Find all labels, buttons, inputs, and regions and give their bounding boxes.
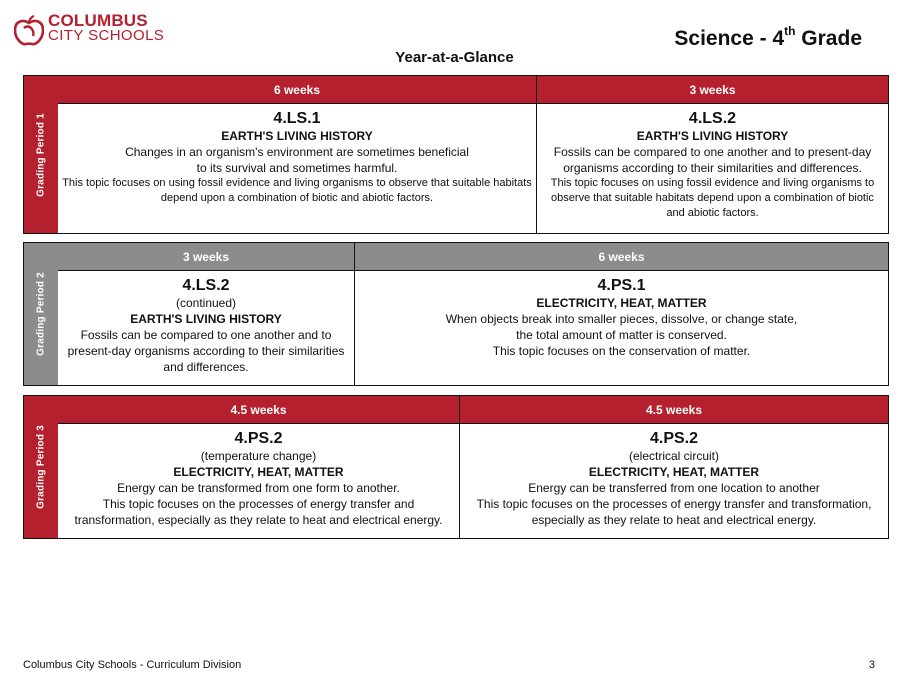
period-label: Grading Period 1 [35, 112, 47, 197]
standard-code: 4.LS.2 [182, 277, 230, 294]
description-line: and differences. [163, 360, 249, 374]
description-line: Energy can be transferred from one location to another [528, 481, 820, 495]
page-title: Science - 4th Grade [674, 24, 862, 50]
description-line: transformation, especially as they relate to heat and electrical energy. [74, 513, 443, 527]
page-subtitle: Year-at-a-Glance [395, 49, 514, 66]
topic-title: EARTH'S LIVING HISTORY [130, 312, 282, 326]
description-line: to its survival and sometimes harmful. [196, 161, 398, 175]
logo-line1: COLUMBUS [48, 11, 148, 30]
description-line: observe that suitable habitats depend upon a combination of biotic [551, 192, 874, 204]
apple-icon [14, 14, 44, 46]
standard-code: 4.PS.2 [234, 430, 283, 447]
description-line: organisms according to their similarities and differences. [563, 161, 862, 175]
unit-cell [58, 243, 354, 385]
description-line: This topic focuses on the processes of energy transfer and [102, 497, 415, 511]
logo-line2: CITY SCHOOLS [48, 27, 165, 44]
unit-cell [58, 396, 459, 538]
description-line: depend upon a combination of biotic and abiotic factors. [160, 192, 434, 204]
description-line: This topic focuses on using fossil evidence and living organisms to observe that suitable habitats [62, 177, 532, 189]
unit-subtitle: (temperature change) [200, 449, 317, 463]
standard-code: 4.LS.1 [273, 110, 321, 127]
topic-title: ELECTRICITY, HEAT, MATTER [173, 465, 344, 479]
duration-header: 6 weeks [58, 76, 536, 104]
description-line: present-day organisms according to their similarities [67, 344, 345, 358]
topic-title: EARTH'S LIVING HISTORY [636, 129, 789, 143]
grading-period-1 [23, 75, 889, 234]
logo [14, 11, 174, 46]
topic-title: EARTH'S LIVING HISTORY [221, 129, 373, 143]
description-line: Fossils can be compared to one another and to [80, 328, 332, 342]
duration-header: 3 weeks [537, 76, 888, 104]
description-line: especially as they relate to heat and electrical energy. [531, 513, 817, 527]
unit-cell [58, 76, 536, 233]
period-label-bar [24, 243, 58, 385]
unit-subtitle: (electrical circuit) [628, 449, 719, 463]
standard-code: 4.LS.2 [688, 110, 737, 127]
standard-code: 4.PS.2 [649, 430, 699, 447]
footer-text: Columbus City Schools - Curriculum Division [23, 659, 242, 671]
description-line: When objects break into smaller pieces, dissolve, or change state, [445, 312, 798, 326]
grading-period-2 [23, 242, 889, 386]
description-line: and abiotic factors. [666, 207, 759, 219]
page-number: 3 [868, 659, 875, 671]
description-line: the total amount of matter is conserved. [516, 328, 727, 342]
period-label-bar [24, 396, 58, 538]
period-label-bar [24, 76, 58, 233]
unit-cell [354, 243, 888, 385]
description-line: Energy can be transformed from one form to another. [117, 481, 400, 495]
duration-header: 4.5 weeks [460, 396, 888, 424]
period-label: Grading Period 3 [35, 425, 47, 509]
unit-cell [459, 396, 888, 538]
duration-header: 6 weeks [355, 243, 888, 271]
period-label: Grading Period 2 [35, 272, 47, 356]
description-line: This topic focuses on using fossil evidence and living organisms to [550, 177, 875, 189]
topic-title: ELECTRICITY, HEAT, MATTER [588, 465, 760, 479]
standard-code: 4.PS.1 [597, 277, 646, 294]
description-line: This topic focuses on the conservation of matter. [492, 344, 751, 358]
unit-subtitle: (continued) [175, 296, 237, 310]
duration-header: 4.5 weeks [58, 396, 459, 424]
description-line: Changes in an organism's environment are sometimes beneficial [125, 145, 469, 159]
description-line: Fossils can be compared to one another and to present-day [553, 145, 872, 159]
unit-cell [536, 76, 888, 233]
duration-header: 3 weeks [58, 243, 354, 271]
description-line: This topic focuses on the processes of energy transfer and transformation, [476, 497, 872, 511]
grading-period-3 [23, 395, 889, 539]
topic-title: ELECTRICITY, HEAT, MATTER [536, 296, 707, 310]
